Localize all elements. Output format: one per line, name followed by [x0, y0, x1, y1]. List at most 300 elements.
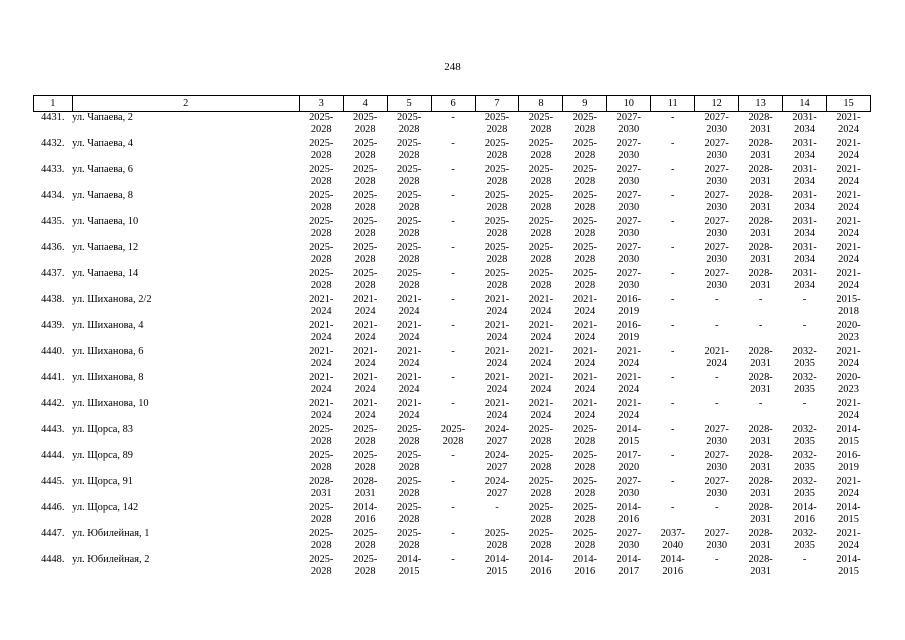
period-cell-col-6 — [431, 294, 475, 320]
period-cell-col-4 — [343, 424, 387, 450]
period-end: 2028 — [310, 253, 332, 265]
column-header-7: 7 — [475, 96, 519, 112]
period-end: 2028 — [398, 227, 420, 239]
period-cell-col-11 — [651, 424, 695, 450]
period-cell-col-6 — [431, 372, 475, 398]
period-start: 2028- — [748, 346, 773, 357]
period-cell-col-7 — [475, 294, 519, 320]
period-end: 2034 — [794, 123, 815, 135]
period-cell-col-9 — [563, 372, 607, 398]
period-start: 2021- — [572, 320, 597, 331]
period-end: 2028 — [530, 461, 552, 473]
period-start: 2025- — [572, 242, 597, 253]
period-cell-col-13 — [739, 502, 783, 528]
period-end: 2016 — [354, 513, 376, 525]
period-cell-col-12 — [695, 346, 739, 372]
period-end: 2028 — [310, 123, 332, 135]
period-end: 2024 — [354, 383, 376, 395]
period-cell-col-12 — [695, 294, 739, 320]
period-end: 2031 — [750, 539, 771, 551]
period-cell-col-12 — [695, 268, 739, 294]
period-end: 2028 — [310, 201, 332, 213]
period-start: 2025- — [572, 138, 597, 149]
period-start: - — [671, 242, 675, 253]
period-end: 2030 — [618, 123, 640, 135]
address-cell: ул. Чапаева, 10 — [72, 216, 139, 227]
period-start: 2025- — [572, 190, 597, 201]
period-end: 2028 — [354, 201, 376, 213]
period-cell-col-13 — [739, 424, 783, 450]
period-end: 2034 — [794, 279, 815, 291]
period-cell-col-12 — [695, 476, 739, 502]
table-row — [34, 112, 871, 139]
period-end: 2028 — [530, 539, 552, 551]
period-start: 2021- — [572, 346, 597, 357]
period-end: 2028 — [530, 227, 552, 239]
period-cell-col-15 — [827, 372, 871, 398]
period-cell-col-9 — [563, 528, 607, 554]
period-cell-col-15 — [827, 398, 871, 424]
period-cell-col-5 — [387, 346, 431, 372]
period-cell-col-12 — [695, 528, 739, 554]
period-end: 2024 — [838, 279, 859, 291]
period-start: 2021- — [309, 294, 334, 305]
address-cell: ул. Чапаева, 6 — [72, 164, 133, 175]
period-start: 2025- — [309, 138, 334, 149]
period-cell-col-14 — [783, 346, 827, 372]
period-cell-col-8 — [519, 398, 563, 424]
period-cell-col-14 — [783, 268, 827, 294]
period-cell-col-15 — [827, 268, 871, 294]
period-cell-col-10 — [607, 502, 651, 528]
period-cell-col-7 — [475, 424, 519, 450]
period-start: 2027- — [616, 268, 641, 279]
period-cell-col-13 — [739, 112, 783, 139]
period-start: 2028- — [748, 424, 773, 435]
table-row — [34, 450, 871, 476]
period-start: 2021- — [572, 398, 597, 409]
period-cell-col-6 — [431, 450, 475, 476]
period-end: 2031 — [750, 149, 771, 161]
address-cell: ул. Чапаева, 14 — [72, 268, 139, 279]
period-end: 2024 — [574, 357, 596, 369]
period-cell-col-11 — [651, 346, 695, 372]
period-start: 2021- — [309, 372, 334, 383]
period-cell-col-10 — [607, 268, 651, 294]
period-cell-col-14 — [783, 242, 827, 268]
period-cell-col-6 — [431, 554, 475, 580]
period-end: 2024 — [310, 331, 332, 343]
row-number: 4448. — [41, 554, 65, 565]
period-end: 2028 — [574, 513, 596, 525]
period-start: 2027- — [704, 138, 729, 149]
period-start: - — [802, 320, 807, 331]
period-start: 2025- — [484, 164, 510, 175]
period-start: 2025- — [309, 216, 334, 227]
period-end: 2028 — [530, 513, 552, 525]
period-end: 2031 — [750, 253, 771, 265]
period-cell-col-15 — [827, 242, 871, 268]
period-start: 2028- — [748, 138, 773, 149]
period-start: 2025- — [353, 424, 378, 435]
row-number: 4437. — [41, 268, 65, 279]
period-cell-col-14 — [783, 372, 827, 398]
table-row — [34, 554, 871, 580]
period-end: 2031 — [750, 383, 771, 395]
period-cell-col-7 — [475, 346, 519, 372]
period-end: 2028 — [398, 123, 420, 135]
period-start: 2025- — [572, 112, 597, 123]
period-cell-col-6 — [431, 216, 475, 242]
period-end: 2031 — [750, 513, 771, 525]
period-start: 2021- — [528, 346, 554, 357]
period-end: 2024 — [574, 383, 596, 395]
period-cell-col-3 — [299, 164, 343, 190]
period-start: 2025- — [309, 554, 334, 565]
period-cell-col-9 — [563, 398, 607, 424]
period-end: 2031 — [750, 123, 771, 135]
period-cell-col-14 — [783, 164, 827, 190]
period-end: 2031 — [310, 487, 332, 499]
period-start: 2025- — [484, 190, 510, 201]
period-cell-col-3 — [299, 268, 343, 294]
period-end: 2034 — [794, 201, 815, 213]
period-cell-col-6 — [431, 112, 475, 139]
period-cell-col-14 — [783, 190, 827, 216]
period-cell-col-6 — [431, 268, 475, 294]
row-number: 4439. — [41, 320, 65, 331]
period-end: 2028 — [530, 123, 552, 135]
period-start: 2027- — [704, 164, 729, 175]
period-end: 2024 — [310, 357, 332, 369]
period-cell-col-10 — [607, 112, 651, 139]
period-end: 2024 — [530, 383, 552, 395]
period-end: 2028 — [310, 565, 332, 577]
period-end: 2030 — [706, 175, 728, 187]
period-cell-col-11 — [651, 476, 695, 502]
period-start: 2025- — [484, 242, 510, 253]
period-start: 2025- — [353, 450, 378, 461]
period-cell-col-3 — [299, 450, 343, 476]
period-cell-col-11 — [651, 398, 695, 424]
period-end: 2031 — [750, 227, 771, 239]
period-start: - — [451, 268, 455, 279]
address-cell: ул. Щорса, 83 — [72, 424, 134, 435]
period-end: 2024 — [838, 539, 859, 551]
period-end: 2034 — [794, 253, 815, 265]
period-end: 2030 — [618, 175, 640, 187]
period-cell-col-10 — [607, 216, 651, 242]
period-end: 2031 — [354, 487, 376, 499]
period-end: 2028 — [486, 201, 508, 213]
table-row — [34, 372, 871, 398]
column-header-15: 15 — [827, 96, 871, 112]
period-start: 2028- — [748, 112, 773, 123]
period-cell-col-5 — [387, 320, 431, 346]
period-start: - — [451, 320, 455, 331]
period-cell-col-13 — [739, 138, 783, 164]
period-cell-col-6 — [431, 346, 475, 372]
period-start: 2025- — [309, 268, 334, 279]
column-header-2: 2 — [72, 96, 299, 112]
period-cell-col-9 — [563, 476, 607, 502]
period-end: 2035 — [794, 357, 815, 369]
period-end: 2030 — [706, 253, 728, 265]
table-row — [34, 190, 871, 216]
period-start: - — [758, 398, 763, 409]
period-end: 2024 — [618, 383, 640, 395]
period-start: 2014- — [660, 554, 685, 565]
row-number: 4446. — [41, 502, 65, 513]
period-start: - — [802, 294, 807, 305]
period-end: 2028 — [354, 253, 376, 265]
period-start: 2021- — [396, 320, 422, 331]
period-cell-col-15 — [827, 554, 871, 580]
period-cell-col-5 — [387, 398, 431, 424]
period-cell-col-7 — [475, 216, 519, 242]
period-start: 2028- — [309, 476, 334, 487]
period-cell-col-15 — [827, 320, 871, 346]
period-start: 2014- — [572, 554, 597, 565]
period-cell-col-4 — [343, 476, 387, 502]
period-start: 2021- — [484, 320, 510, 331]
row-number: 4438. — [41, 294, 65, 305]
period-end: 2028 — [530, 149, 552, 161]
column-header-6: 6 — [431, 96, 475, 112]
period-start: 2021- — [836, 398, 861, 409]
period-start: - — [802, 554, 807, 565]
period-cell-col-5 — [387, 164, 431, 190]
period-cell-col-13 — [739, 294, 783, 320]
period-cell-col-15 — [827, 528, 871, 554]
period-end: 2024 — [530, 357, 552, 369]
period-end: 2028 — [486, 123, 508, 135]
address-cell: ул. Щорса, 91 — [72, 476, 134, 487]
period-start: 2021- — [353, 346, 378, 357]
period-cell-col-8 — [519, 424, 563, 450]
period-start: 2025- — [396, 138, 422, 149]
period-end: 2028 — [354, 149, 376, 161]
period-end: 2028 — [574, 539, 596, 551]
period-start: 2025- — [353, 554, 378, 565]
period-end: 2028 — [486, 279, 508, 291]
period-start: 2027- — [616, 138, 641, 149]
period-end: 2023 — [838, 331, 859, 343]
period-end: 2024 — [838, 253, 859, 265]
period-start: - — [714, 320, 719, 331]
period-start: 2021- — [396, 372, 422, 383]
period-end: 2024 — [618, 409, 640, 421]
period-end: 2024 — [530, 409, 552, 421]
period-cell-col-8 — [519, 502, 563, 528]
period-end: 2028 — [310, 279, 332, 291]
period-start: 2025- — [572, 502, 597, 513]
period-start: - — [451, 398, 455, 409]
period-cell-col-7 — [475, 398, 519, 424]
period-cell-col-13 — [739, 164, 783, 190]
period-end: 2030 — [618, 487, 640, 499]
column-header-8: 8 — [519, 96, 563, 112]
period-end: 2019 — [838, 461, 859, 473]
period-cell-col-3 — [299, 554, 343, 580]
period-start: - — [671, 294, 675, 305]
period-start: - — [451, 476, 455, 487]
period-start: 2021- — [484, 398, 510, 409]
period-start: 2025- — [309, 424, 334, 435]
period-cell-col-13 — [739, 554, 783, 580]
period-start: 2032- — [792, 528, 817, 539]
period-end: 2028 — [398, 461, 420, 473]
period-start: 2025- — [396, 424, 422, 435]
period-start: 2025- — [572, 268, 597, 279]
table-row — [34, 398, 871, 424]
row-number: 4442. — [41, 398, 65, 409]
period-start: 2027- — [704, 268, 729, 279]
period-end: 2016 — [574, 565, 596, 577]
period-cell-col-5 — [387, 112, 431, 139]
period-cell-col-13 — [739, 372, 783, 398]
period-cell-col-5 — [387, 528, 431, 554]
period-cell-col-8 — [519, 528, 563, 554]
period-cell-col-12 — [695, 450, 739, 476]
period-end: 2030 — [618, 149, 640, 161]
period-start: 2025- — [353, 138, 378, 149]
period-cell-col-4 — [343, 190, 387, 216]
period-end: 2030 — [706, 279, 728, 291]
period-cell-col-15 — [827, 138, 871, 164]
period-cell-col-11 — [651, 528, 695, 554]
period-start: - — [671, 398, 675, 409]
period-start: 2014- — [616, 554, 641, 565]
period-start: 2021- — [572, 294, 597, 305]
period-cell-col-8 — [519, 138, 563, 164]
period-start: 2028- — [748, 164, 773, 175]
address-cell: ул. Юбилейная, 2 — [72, 554, 150, 565]
table-row — [34, 294, 871, 320]
period-start: 2020- — [836, 320, 861, 331]
period-cell-col-8 — [519, 294, 563, 320]
period-cell-col-12 — [695, 372, 739, 398]
period-start: 2027- — [616, 242, 641, 253]
column-header-12: 12 — [695, 96, 739, 112]
period-cell-col-11 — [651, 554, 695, 580]
period-cell-col-4 — [343, 138, 387, 164]
period-end: 2024 — [486, 305, 508, 317]
period-start: 2021- — [528, 320, 554, 331]
period-end: 2024 — [838, 201, 859, 213]
column-header-5: 5 — [387, 96, 431, 112]
period-end: 2024 — [486, 331, 508, 343]
period-end: 2024 — [486, 409, 508, 421]
period-cell-col-3 — [299, 476, 343, 502]
period-cell-col-9 — [563, 320, 607, 346]
period-start: 2025- — [353, 268, 378, 279]
period-start: 2017- — [616, 450, 641, 461]
period-start: - — [451, 502, 455, 513]
period-end: 2028 — [530, 175, 552, 187]
period-end: 2035 — [794, 435, 815, 447]
period-cell-col-4 — [343, 112, 387, 139]
period-end: 2016 — [662, 565, 684, 577]
period-end: 2024 — [530, 305, 552, 317]
period-start: 2031- — [792, 190, 817, 201]
period-cell-col-8 — [519, 164, 563, 190]
period-start: 2014- — [353, 502, 378, 513]
period-end: 2030 — [706, 461, 728, 473]
period-start: 2021- — [616, 372, 641, 383]
period-start: 2032- — [792, 346, 817, 357]
period-start: 2028- — [748, 216, 773, 227]
period-start: 2031- — [792, 138, 817, 149]
period-start: - — [671, 138, 675, 149]
period-start: - — [758, 294, 763, 305]
period-end: 2028 — [354, 565, 376, 577]
period-start: - — [758, 320, 763, 331]
period-start: 2021- — [484, 346, 510, 357]
period-cell-col-14 — [783, 294, 827, 320]
period-cell-col-5 — [387, 190, 431, 216]
period-end: 2028 — [530, 201, 552, 213]
period-start: - — [671, 424, 675, 435]
period-cell-col-8 — [519, 554, 563, 580]
period-start: 2025- — [528, 216, 554, 227]
period-cell-col-11 — [651, 242, 695, 268]
period-start: 2025- — [309, 190, 334, 201]
address-cell: ул. Шиханова, 8 — [72, 372, 144, 383]
period-start: - — [671, 216, 675, 227]
period-cell-col-5 — [387, 476, 431, 502]
period-cell-col-13 — [739, 190, 783, 216]
period-cell-col-14 — [783, 554, 827, 580]
period-start: 2028- — [748, 450, 773, 461]
period-start: 2025- — [309, 112, 334, 123]
period-start: - — [671, 190, 675, 201]
period-end: 2028 — [354, 461, 376, 473]
period-end: 2015 — [838, 435, 859, 447]
period-end: 2030 — [618, 539, 640, 551]
period-end: 2016 — [794, 513, 815, 525]
period-end: 2031 — [750, 201, 771, 213]
period-end: 2028 — [310, 513, 332, 525]
period-cell-col-4 — [343, 164, 387, 190]
period-start: 2014- — [528, 554, 554, 565]
period-cell-col-11 — [651, 268, 695, 294]
period-cell-col-7 — [475, 502, 519, 528]
period-start: 2021- — [836, 190, 861, 201]
period-end: 2028 — [574, 175, 596, 187]
period-start: 2025- — [396, 528, 422, 539]
period-start: - — [671, 476, 675, 487]
period-start: 2021- — [528, 372, 554, 383]
period-start: 2021- — [353, 294, 378, 305]
period-start: 2014- — [616, 424, 641, 435]
period-start: 2025- — [528, 450, 554, 461]
period-start: 2025- — [528, 190, 554, 201]
column-header-9: 9 — [563, 96, 607, 112]
period-end: 2028 — [574, 461, 596, 473]
period-start: - — [451, 294, 455, 305]
period-cell-col-9 — [563, 190, 607, 216]
period-end: 2030 — [706, 201, 728, 213]
period-start: 2021- — [309, 320, 334, 331]
period-end: 2028 — [530, 279, 552, 291]
period-cell-col-4 — [343, 372, 387, 398]
period-end: 2024 — [838, 149, 859, 161]
period-cell-col-4 — [343, 216, 387, 242]
period-start: 2027- — [704, 216, 729, 227]
period-cell-col-11 — [651, 164, 695, 190]
period-end: 2028 — [398, 149, 420, 161]
